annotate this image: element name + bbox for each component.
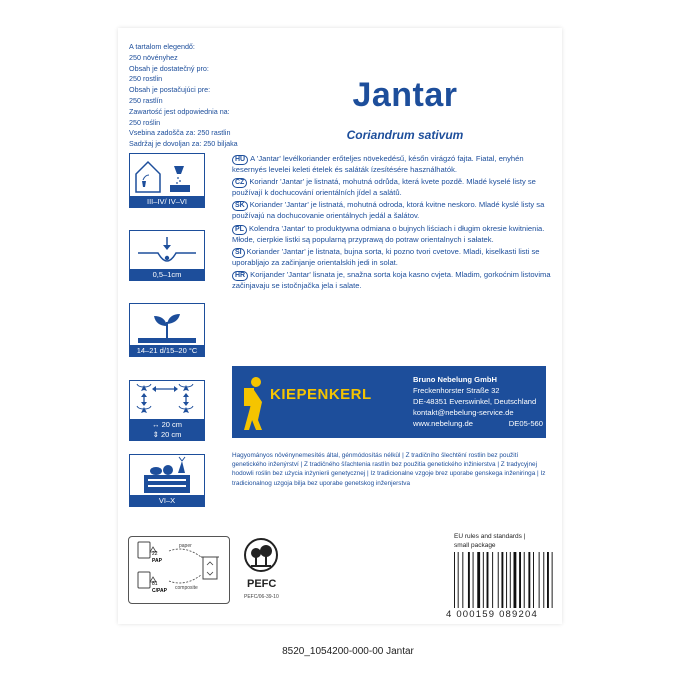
lang-badge: SK	[232, 201, 248, 211]
lang-badge: SI	[232, 248, 245, 258]
composite-label: composite	[175, 585, 198, 591]
latin-name: Coriandrum sativum	[346, 128, 464, 142]
germination-icon	[129, 303, 205, 348]
barcode-bar	[524, 552, 525, 608]
barcode-bar	[468, 552, 470, 608]
barcode-bar	[552, 552, 553, 608]
lang-badge: PL	[232, 225, 247, 235]
barcode-bar	[547, 552, 549, 608]
barcode-bar	[473, 552, 474, 608]
description-pl	[232, 224, 557, 245]
spacing-icon	[129, 380, 205, 422]
kiepenkerl-figure-icon	[240, 374, 272, 432]
description-sk	[232, 200, 557, 221]
organic-control-code: DE05-560	[508, 419, 543, 428]
availability-line: 250 növényhez	[129, 52, 178, 62]
description-si	[232, 247, 557, 268]
barcode-bar	[519, 552, 521, 608]
availability-line: A tartalom elegendő:	[129, 42, 195, 51]
row-spacing: ↔ 20 cm	[151, 420, 182, 429]
barcode-bar	[483, 552, 484, 608]
eu-rules-line: EU rules and standards |	[454, 533, 526, 540]
barcode-bar	[458, 552, 459, 608]
pefc-label: PEFC	[247, 578, 277, 590]
cpap-label: C/PAP	[152, 588, 167, 594]
description-text: Koriander 'Jantar' je listnatá, mohutná odroda, ktorá kvitne neskoro. Mladé kyslé listy sa používajú na dochucovanie orientálnych jedál a šalátov.	[232, 200, 545, 221]
availability-line: 250 rostlin	[129, 74, 163, 84]
sowing-depth-icon	[129, 230, 205, 272]
germination-caption: 14–21 d/15–20 °C	[129, 345, 205, 357]
company-name: Bruno Nebelung GmbH	[413, 375, 497, 384]
description-text: Korijander 'Jantar' lisnata je, snažna sorta koja kasno cvjeta. Mladim, gorkoćnim listovima začinjavaju se istočnjačka jela i salate.	[232, 270, 551, 291]
availability-line: Vsebina zadošča za: 250 rastlin	[129, 128, 231, 138]
cpap-code: 81	[152, 581, 158, 587]
availability-line: Obsah je postačujúci pre:	[129, 85, 211, 95]
availability-line: 250 roślin	[129, 117, 161, 127]
company-address	[413, 374, 543, 429]
description-text: Koriandr 'Jantar' je listnatá, mohutná odrůda, která kvete pozdě. Mladé kyselé listy se používají k dochucování orientálních jídel a salátů.	[232, 177, 536, 198]
pefc-logo-icon	[244, 537, 278, 577]
lang-badge: HU	[232, 155, 248, 165]
availability-line: Sadržaj je dovoljan za: 250 biljaka	[129, 139, 238, 149]
barcode-icon	[452, 552, 554, 608]
plant-spacing: ⇕ 20 cm	[152, 430, 182, 439]
article-number: 8520_1054200-000-00 Jantar	[282, 646, 414, 657]
lang-badge: HR	[232, 271, 248, 281]
description-text: Koriander 'Jantar' je listnata, bujna sorta, ki pozno tvori cvetove. Mladi, kiselkasti listi se uporabljajo za začinjanje orientalskih jedi in solat.	[232, 246, 540, 267]
barcode-bar	[543, 552, 544, 608]
barcode-bar	[510, 552, 511, 608]
barcode-bar	[454, 552, 455, 608]
barcode-bar	[492, 552, 493, 608]
company-email[interactable]: kontakt@nebelung-service.de	[413, 408, 514, 417]
harvest-caption: VI–X	[129, 495, 205, 507]
availability-line: Zawartość jest odpowiednia na:	[129, 106, 230, 116]
eu-rules-line: small package	[454, 542, 496, 549]
company-street: Freckenhorster Straße 32	[413, 386, 500, 395]
barcode-bar	[477, 552, 480, 608]
barcode-bar	[498, 552, 499, 608]
barcode-number: 4 000159 089204	[446, 609, 538, 620]
paper-label: paper	[179, 543, 192, 549]
company-website[interactable]: www.nebelung.de	[413, 419, 473, 428]
descriptions	[232, 154, 557, 293]
description-text: A 'Jantar' levélkoriander erőteljes növekedésű, későn virágzó fajta. Fiatal, enyhén kesernyés levelei keleti ételek és saláták ízesítésére használhatók.	[232, 154, 524, 174]
availability-info	[129, 42, 289, 150]
barcode-bar	[462, 552, 463, 608]
pap-code: 22	[152, 551, 158, 557]
barcode-bar	[539, 552, 540, 608]
pap-label: PAP	[152, 558, 162, 564]
greenhouse-sowing-icon	[129, 153, 205, 199]
barcode-bar	[487, 552, 489, 608]
barcode-bar	[506, 552, 507, 608]
product-title: Jantar	[352, 76, 458, 114]
harvest-icon	[129, 454, 205, 498]
barcode-bar	[533, 552, 534, 608]
spacing-caption	[129, 419, 205, 441]
availability-line: 250 rastlín	[129, 95, 163, 105]
company-city: DE-48351 Everswinkel, Deutschland	[413, 397, 537, 406]
description-text: Kolendra 'Jantar' to produktywna odmiana o bujnych liściach i długim okresie kwitnienia. Młode, cierpkie listki są popularną przyprawą do potraw orientalnych i sałatek.	[232, 223, 545, 244]
barcode-bar	[528, 552, 530, 608]
description-hr	[232, 270, 557, 291]
pefc-code: PEFC/06-39-10	[244, 594, 279, 600]
lang-badge: CZ	[232, 178, 247, 188]
eu-rules	[454, 532, 525, 550]
recycling-info	[128, 536, 230, 604]
description-cz	[232, 177, 557, 198]
greenhouse-sowing-caption: III–IV/ IV–VI	[129, 196, 205, 208]
brand-logo: KIEPENKERL	[270, 386, 372, 403]
availability-line: Obsah je dostatečný pro:	[129, 63, 209, 73]
gmo-free-statement: Hagyományos növénynemesítés által, génmódosítás nélkül | Z tradičního šlechtění rostlin bez použití genetického inženýrství | Z tradičného šľachtenia rastlín bez použitia genetického inžinierstva | Z tradycyjnej hodowli roślin bez użycia inżynierii genetycznej | Iz tradicionalne vzgoje brez uporabe genskega inženiringa | Iz tradicionalnog uzgoja bilja bez uporabe genetskog inženjerstva	[232, 452, 546, 487]
description-hu	[232, 154, 557, 175]
company-web-row	[413, 418, 543, 429]
sowing-depth-caption: 0,5–1cm	[129, 269, 205, 281]
barcode-bar	[514, 552, 517, 608]
barcode-bar	[501, 552, 503, 608]
